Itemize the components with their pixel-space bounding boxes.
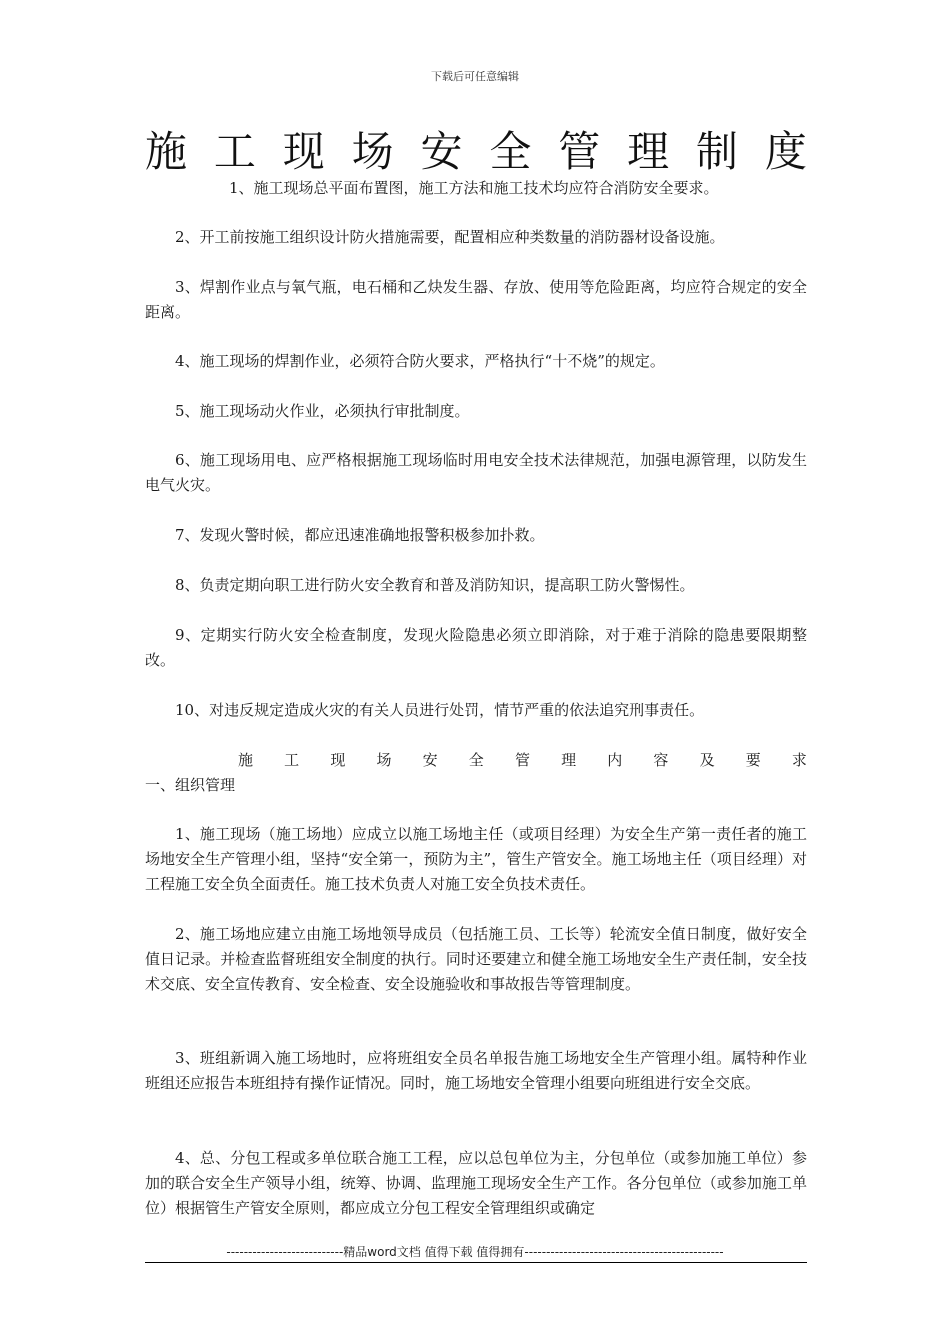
section-heading: 一、组织管理 — [145, 776, 236, 794]
subtitle-char: 容 — [653, 751, 669, 769]
subtitle-char: 施 — [238, 751, 254, 769]
header-note: 下载后可任意编辑 — [431, 70, 519, 83]
subtitle-char: 内 — [607, 751, 623, 769]
subtitle-char: 工 — [284, 751, 300, 769]
paragraph-1: 1、施工现场总平面布置图，施工方法和施工技术均应符合消防安全要求。 — [229, 179, 719, 197]
section-paragraph-3: 3、班组新调入施工场地时，应将班组安全员名单报告施工场地安全生产管理小组。属特种作业班组还应报告本班组持有操作证情况。同时，施工场地安全管理小组要向班组进行安全交底。 — [145, 1049, 807, 1092]
title-char: 理 — [627, 127, 670, 176]
subtitle-char: 理 — [561, 751, 577, 769]
paragraph-6: 6、施工现场用电、应严格根据施工现场临时用电安全技术法律规范，加强电源管理，以防发生电气火灾。 — [145, 451, 807, 494]
subtitle-char: 全 — [468, 751, 484, 769]
paragraph-9: 9、定期实行防火安全检查制度，发现火险隐患必须立即消除，对于难于消除的隐患要限期整改。 — [145, 626, 807, 669]
title-char: 全 — [489, 127, 532, 176]
section-paragraph-2: 2、施工场地应建立由施工场地领导成员（包括施工员、工长等）轮流安全值日制度，做好安全值日记录。并检查监督班组安全制度的执行。同时还要建立和健全施工场地安全生产责任制，安全技术交底、安全宣传教育、安全检查、安全设施验收和事故报告等管理制度。 — [145, 925, 807, 993]
paragraph-2: 2、开工前按施工组织设计防火措施需要，配置相应种类数量的消防器材设备设施。 — [175, 228, 725, 246]
section-paragraph-1: 1、施工现场（施工场地）应成立以施工场地主任（或项目经理）为安全生产第一责任者的施工场地安全生产管理小组，坚持“安全第一，预防为主”，管生产管安全。施工场地主任（项目经理）对工程施工安全负全面责任。施工技术负责人对施工安全负技术责任。 — [145, 825, 807, 893]
paragraph-7: 7、发现火警时候，都应迅速准确地报警积极参加扑救。 — [175, 526, 545, 544]
footer-divider — [145, 1262, 807, 1263]
subtitle-char: 求 — [791, 751, 807, 769]
title-char: 安 — [420, 127, 463, 176]
paragraph-3: 3、焊割作业点与氧气瓶，电石桶和乙炔发生器、存放、使用等危险距离，均应符合规定的安全距离。 — [145, 278, 807, 321]
paragraph-10: 10、对违反规定造成火灾的有关人员进行处罚，情节严重的依法追究刑事责任。 — [175, 701, 705, 719]
title-char: 制 — [696, 127, 739, 176]
title-char: 场 — [351, 127, 394, 176]
subtitle-char: 及 — [699, 751, 715, 769]
title-char: 管 — [558, 127, 601, 176]
page-title — [145, 124, 807, 180]
subtitle-char: 场 — [376, 751, 392, 769]
footer-text: ---------------------------精品word文档 值得下载 值得拥有---------------------------------------------- — [226, 1245, 724, 1259]
subtitle-char: 管 — [514, 751, 530, 769]
section-subtitle — [238, 748, 807, 773]
paragraph-5: 5、施工现场动火作业，必须执行审批制度。 — [175, 402, 470, 420]
title-char: 工 — [213, 127, 256, 176]
paragraph-4: 4、施工现场的焊割作业，必须符合防火要求，严格执行“十不烧”的规定。 — [175, 352, 665, 370]
subtitle-char: 要 — [745, 751, 761, 769]
paragraph-8: 8、负责定期向职工进行防火安全教育和普及消防知识，提高职工防火警惕性。 — [175, 576, 695, 594]
title-char: 施 — [145, 127, 188, 176]
section-paragraph-4: 4、总、分包工程或多单位联合施工工程，应以总包单位为主，分包单位（或参加施工单位）参加的联合安全生产领导小组，统筹、协调、监理施工现场安全生产工作。各分包单位（或参加施工单位）根据管生产管安全原则，都应成立分包工程安全管理组织或确定 — [145, 1149, 807, 1217]
subtitle-char: 现 — [330, 751, 346, 769]
subtitle-char: 安 — [422, 751, 438, 769]
title-char: 现 — [282, 127, 325, 176]
title-char: 度 — [764, 127, 807, 176]
